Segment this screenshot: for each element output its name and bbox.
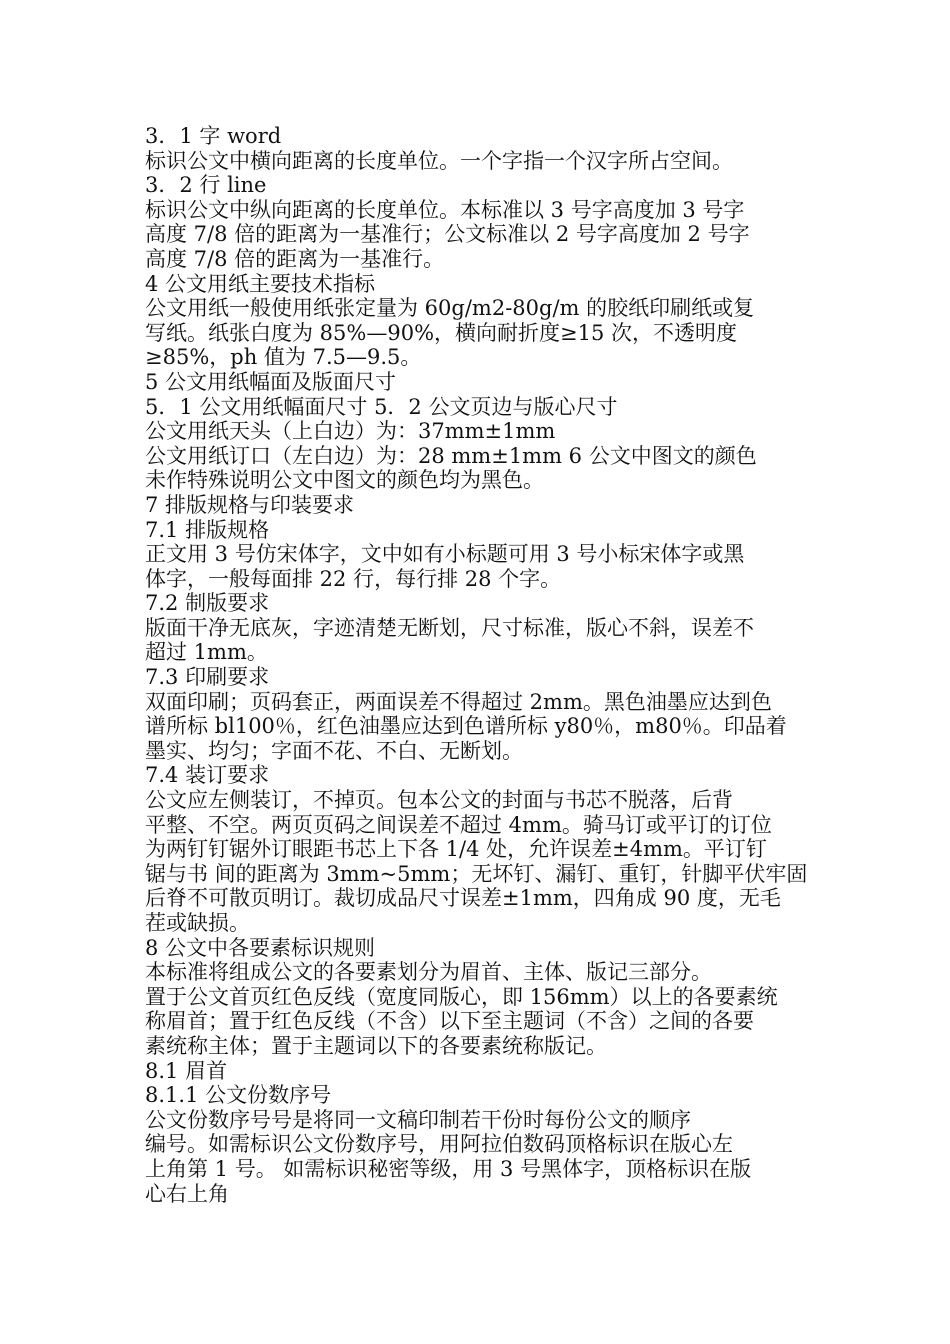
text-line: 超过 1mm。: [145, 640, 268, 665]
document-body: [145, 124, 825, 1206]
text-line: 锯与书 间的距离为 3mm~5mm；无坏钉、漏钉、重钉，针脚平伏牢固: [145, 861, 808, 886]
text-line: 8.1.1 公文份数序号: [145, 1083, 332, 1108]
text-line: 公文份数序号号是将同一文稿印制若干份时每份公文的顺序: [145, 1107, 691, 1132]
text-line: 公文用纸订口（左白边）为：28 mm±1mm 6 公文中图文的颜色: [145, 443, 757, 468]
text-line: 8 公文中各要素标识规则: [145, 935, 376, 960]
text-line: 墨实、均匀；字面不花、不白、无断划。: [145, 738, 523, 763]
text-line: 正文用 3 号仿宋体字，文中如有小标题可用 3 号小标宋体字或黑: [145, 542, 745, 567]
text-line: 公文用纸一般使用纸张定量为 60g/m2-80g/m 的胶纸印刷纸或复: [145, 296, 755, 321]
text-line: 为两钉钉锯外订眼距书芯上下各 1/4 处，允许误差±4mm。平订钉: [145, 837, 767, 862]
text-line: 公文用纸天头（上白边）为：37mm±1mm: [145, 419, 556, 444]
text-line: 7.1 排版规格: [145, 517, 270, 542]
text-line: 标识公文中横向距离的长度单位。一个字指一个汉字所占空间。: [145, 148, 733, 173]
text-line: ≥85%，ph 值为 7.5—9.5。: [145, 345, 422, 370]
text-line: 8.1 眉首: [145, 1058, 228, 1083]
text-line: 版面干净无底灰，字迹清楚无断划，尺寸标准，版心不斜，误差不: [145, 615, 754, 640]
text-line: 称眉首；置于红色反线（不含）以下至主题词（不含）之间的各要: [145, 1009, 754, 1034]
text-line: 公文应左侧装订，不掉页。包本公文的封面与书芯不脱落，后背: [145, 788, 733, 813]
text-line: 标识公文中纵向距离的长度单位。本标准以 3 号字高度加 3 号字: [145, 197, 745, 222]
text-line: 高度 7/8 倍的距离为一基准行；公文标准以 2 号字高度加 2 号字: [145, 222, 750, 247]
text-line: 7.4 装订要求: [145, 763, 270, 788]
text-line: 置于公文首页红色反线（宽度同版心，即 156mm）以上的各要素统: [145, 984, 778, 1009]
text-line: 茬或缺损。: [145, 911, 250, 935]
text-line: 素统称主体；置于主题词以下的各要素统称版记。: [145, 1033, 607, 1058]
text-line: 7.3 印刷要求: [145, 665, 270, 690]
text-line: 心右上角: [145, 1181, 229, 1206]
text-line: 编号。如需标识公文份数序号，用阿拉伯数码顶格标识在版心左: [145, 1132, 733, 1157]
text-line: 本标准将组成公文的各要素划分为眉首、主体、版记三部分。: [145, 960, 712, 985]
text-line: 7.2 制版要求: [145, 591, 270, 616]
text-line: 写纸。纸张白度为 85%—90%，横向耐折度≥15 次，不透明度: [145, 320, 738, 345]
text-line: 体字，一般每面排 22 行，每行排 28 个字。: [145, 566, 562, 591]
text-line: 5 公文用纸幅面及版面尺寸: [145, 369, 397, 394]
text-line: 未作特殊说明公文中图文的颜色均为黑色。: [145, 468, 544, 493]
text-line: 7 排版规格与印装要求: [145, 492, 355, 517]
text-line: 双面印刷；页码套正，两面误差不得超过 2mm。黑色油墨应达到色: [145, 689, 772, 714]
text-line: 平整、不空。两页页码之间误差不超过 4mm。骑马订或平订的订位: [145, 812, 772, 837]
text-line: 谱所标 bl100％，红色油墨应达到色谱所标 y80％，m80％。印品着: [145, 714, 787, 739]
text-line: 3．2 行 line: [145, 173, 267, 198]
text-line: 高度 7/8 倍的距离为一基准行。: [145, 246, 445, 271]
text-line: 上角第 1 号。 如需标识秘密等级，用 3 号黑体字，顶格标识在版: [145, 1156, 752, 1181]
text-line: 5．1 公文用纸幅面尺寸 5．2 公文页边与版心尺寸: [145, 394, 618, 419]
text-line: 3．1 字 word: [145, 124, 282, 148]
text-line: 4 公文用纸主要技术指标: [145, 271, 376, 296]
text-line: 后脊不可散页明订。裁切成品尺寸误差±1mm，四角成 90 度，无毛: [145, 886, 781, 911]
